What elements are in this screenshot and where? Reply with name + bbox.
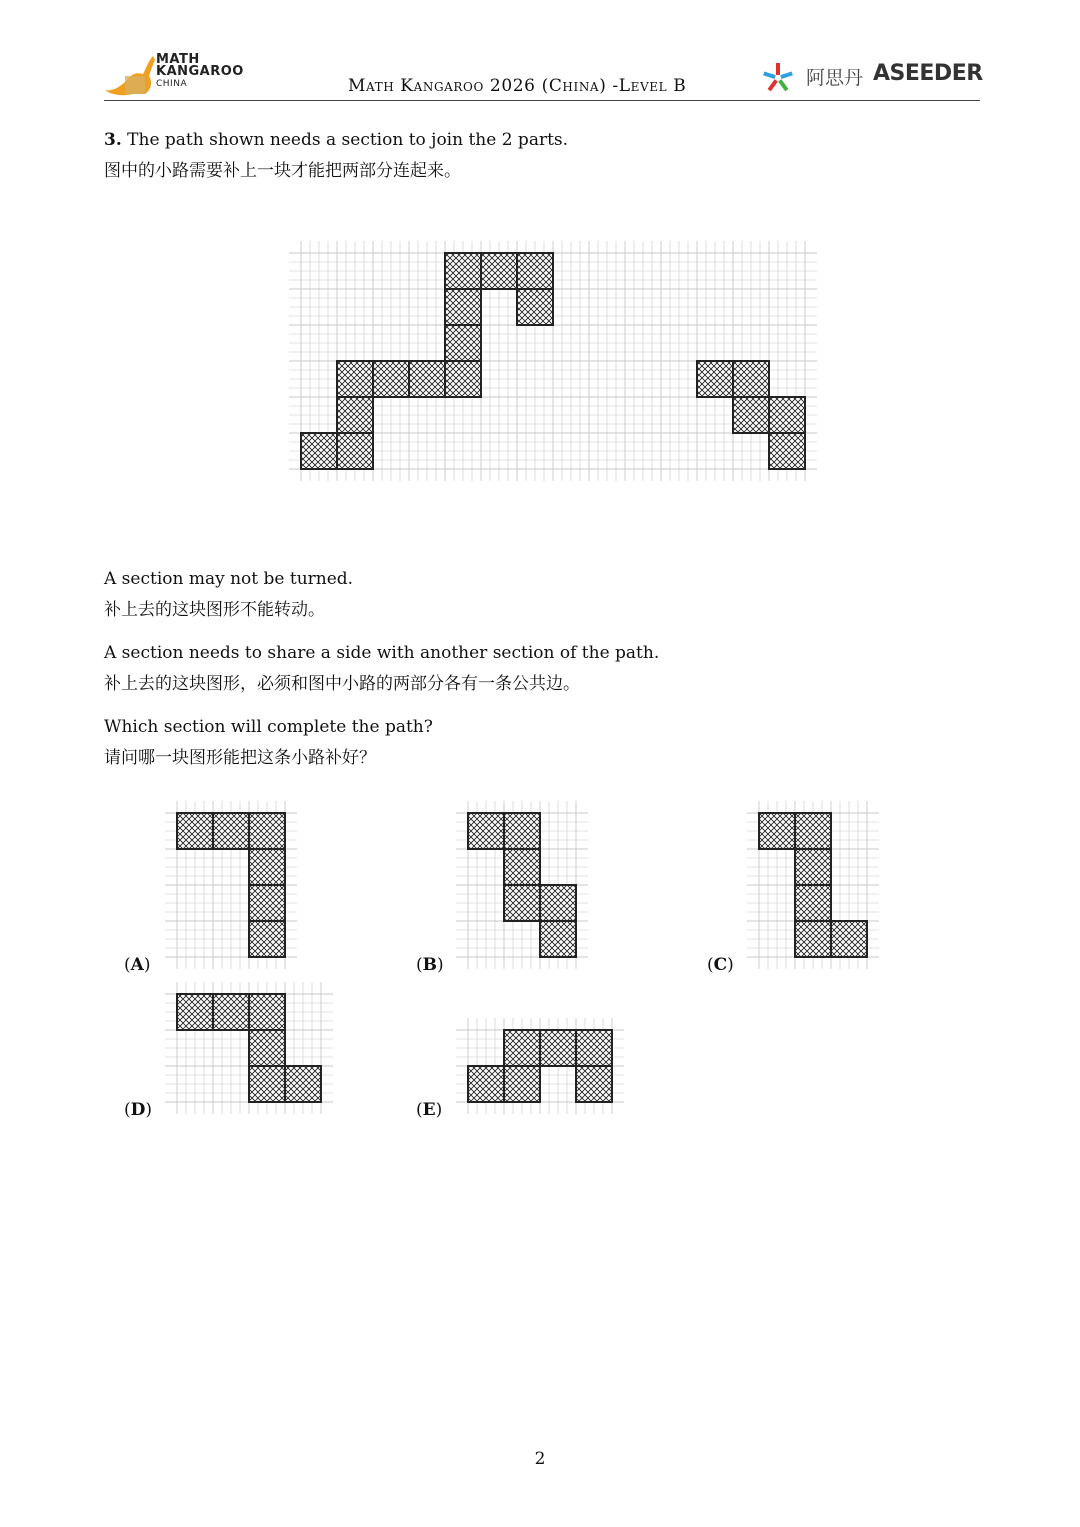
option-c-figure-cell — [795, 849, 831, 885]
ask-en: Which section will complete the path? — [104, 717, 433, 737]
question-text-cn: 图中的小路需要补上一块才能把两部分连起来。 — [104, 161, 461, 181]
rule2-cn: 补上去的这块图形，必须和图中小路的两部分各有一条公共边。 — [104, 674, 580, 694]
main-path-cell — [409, 361, 445, 397]
rule1-cn: 补上去的这块图形不能转动。 — [104, 600, 325, 620]
option-c-figure-cell — [759, 813, 795, 849]
main-path-cell — [733, 361, 769, 397]
main-path-cell — [697, 361, 733, 397]
option-b-figure — [456, 801, 588, 969]
logo-line-2: KANGAROO — [156, 64, 244, 79]
option-d-figure-cell — [213, 994, 249, 1030]
main-path-cell — [301, 433, 337, 469]
option-d-figure-cell — [249, 1030, 285, 1066]
option-a-figure-cell — [249, 849, 285, 885]
rule1-en: A section may not be turned. — [104, 569, 354, 589]
main-path-cell — [337, 397, 373, 433]
main-path-cell — [373, 361, 409, 397]
main-path-cell — [337, 361, 373, 397]
aseeder-chinese-name: 阿思丹 — [806, 67, 864, 89]
question-statement: The path shown needs a section to join the 2 parts. — [127, 130, 569, 150]
main-path-cell — [445, 325, 481, 361]
option-b-figure-cell — [504, 885, 540, 921]
main-path-cell — [517, 289, 553, 325]
main-path-cell — [445, 289, 481, 325]
option-a-figure-cell — [213, 813, 249, 849]
main-path-cell — [445, 253, 481, 289]
option-e-figure-cell — [576, 1030, 612, 1066]
option-d-label[interactable]: (D) — [124, 1100, 153, 1120]
option-c-label[interactable]: (C) — [707, 955, 734, 975]
option-b-figure-cell — [504, 813, 540, 849]
main-path-cell — [517, 253, 553, 289]
option-b-figure-cell — [504, 849, 540, 885]
main-path — [289, 241, 817, 481]
option-d-figure-cell — [249, 994, 285, 1030]
option-a-label[interactable]: (A) — [124, 955, 151, 975]
main-path-cell — [769, 433, 805, 469]
logo-line-1: MATH — [156, 52, 200, 67]
main-path-cell — [733, 397, 769, 433]
main-path-cell — [481, 253, 517, 289]
option-e-figure-cell — [576, 1066, 612, 1102]
option-e-figure-cell — [468, 1066, 504, 1102]
option-b-label[interactable]: (B) — [416, 955, 444, 975]
option-e-label[interactable]: (E) — [416, 1100, 443, 1120]
option-c-figure-cell — [795, 813, 831, 849]
main-path-cell — [445, 361, 481, 397]
ask-cn: 请问哪一块图形能把这条小路补好？ — [104, 748, 376, 768]
option-d-figure-cell — [249, 1066, 285, 1102]
option-b-figure-cell — [540, 885, 576, 921]
option-e-figure-cell — [540, 1030, 576, 1066]
main-path-cell — [337, 433, 373, 469]
question-number: 3. — [104, 130, 122, 150]
option-b-figure-cell — [540, 921, 576, 957]
option-a-figure-cell — [177, 813, 213, 849]
option-figures — [165, 801, 879, 1114]
option-e-figure — [456, 1018, 624, 1114]
option-d-figure — [165, 982, 333, 1114]
option-e-figure-cell — [504, 1030, 540, 1066]
option-b-figure-cell — [468, 813, 504, 849]
option-a-figure — [165, 801, 297, 969]
option-c-figure-cell — [831, 921, 867, 957]
logo-line-3: CHINA — [156, 79, 188, 89]
option-c-figure — [747, 801, 879, 969]
page-number: 2 — [534, 1449, 546, 1469]
option-a-figure-cell — [249, 813, 285, 849]
rule2-en: A section needs to share a side with another section of the path. — [104, 643, 660, 663]
option-a-figure-cell — [249, 885, 285, 921]
main-path-cell — [769, 397, 805, 433]
option-c-figure-cell — [795, 921, 831, 957]
option-d-figure-cell — [177, 994, 213, 1030]
option-d-figure-cell — [285, 1066, 321, 1102]
main-path-figure — [289, 241, 817, 481]
aseeder-english-name: ASEEDER — [873, 61, 983, 86]
option-a-figure-cell — [249, 921, 285, 957]
header-title: Math Kangaroo 2026 (China) -Level B — [348, 76, 687, 96]
option-c-figure-cell — [795, 885, 831, 921]
option-e-figure-cell — [504, 1066, 540, 1102]
